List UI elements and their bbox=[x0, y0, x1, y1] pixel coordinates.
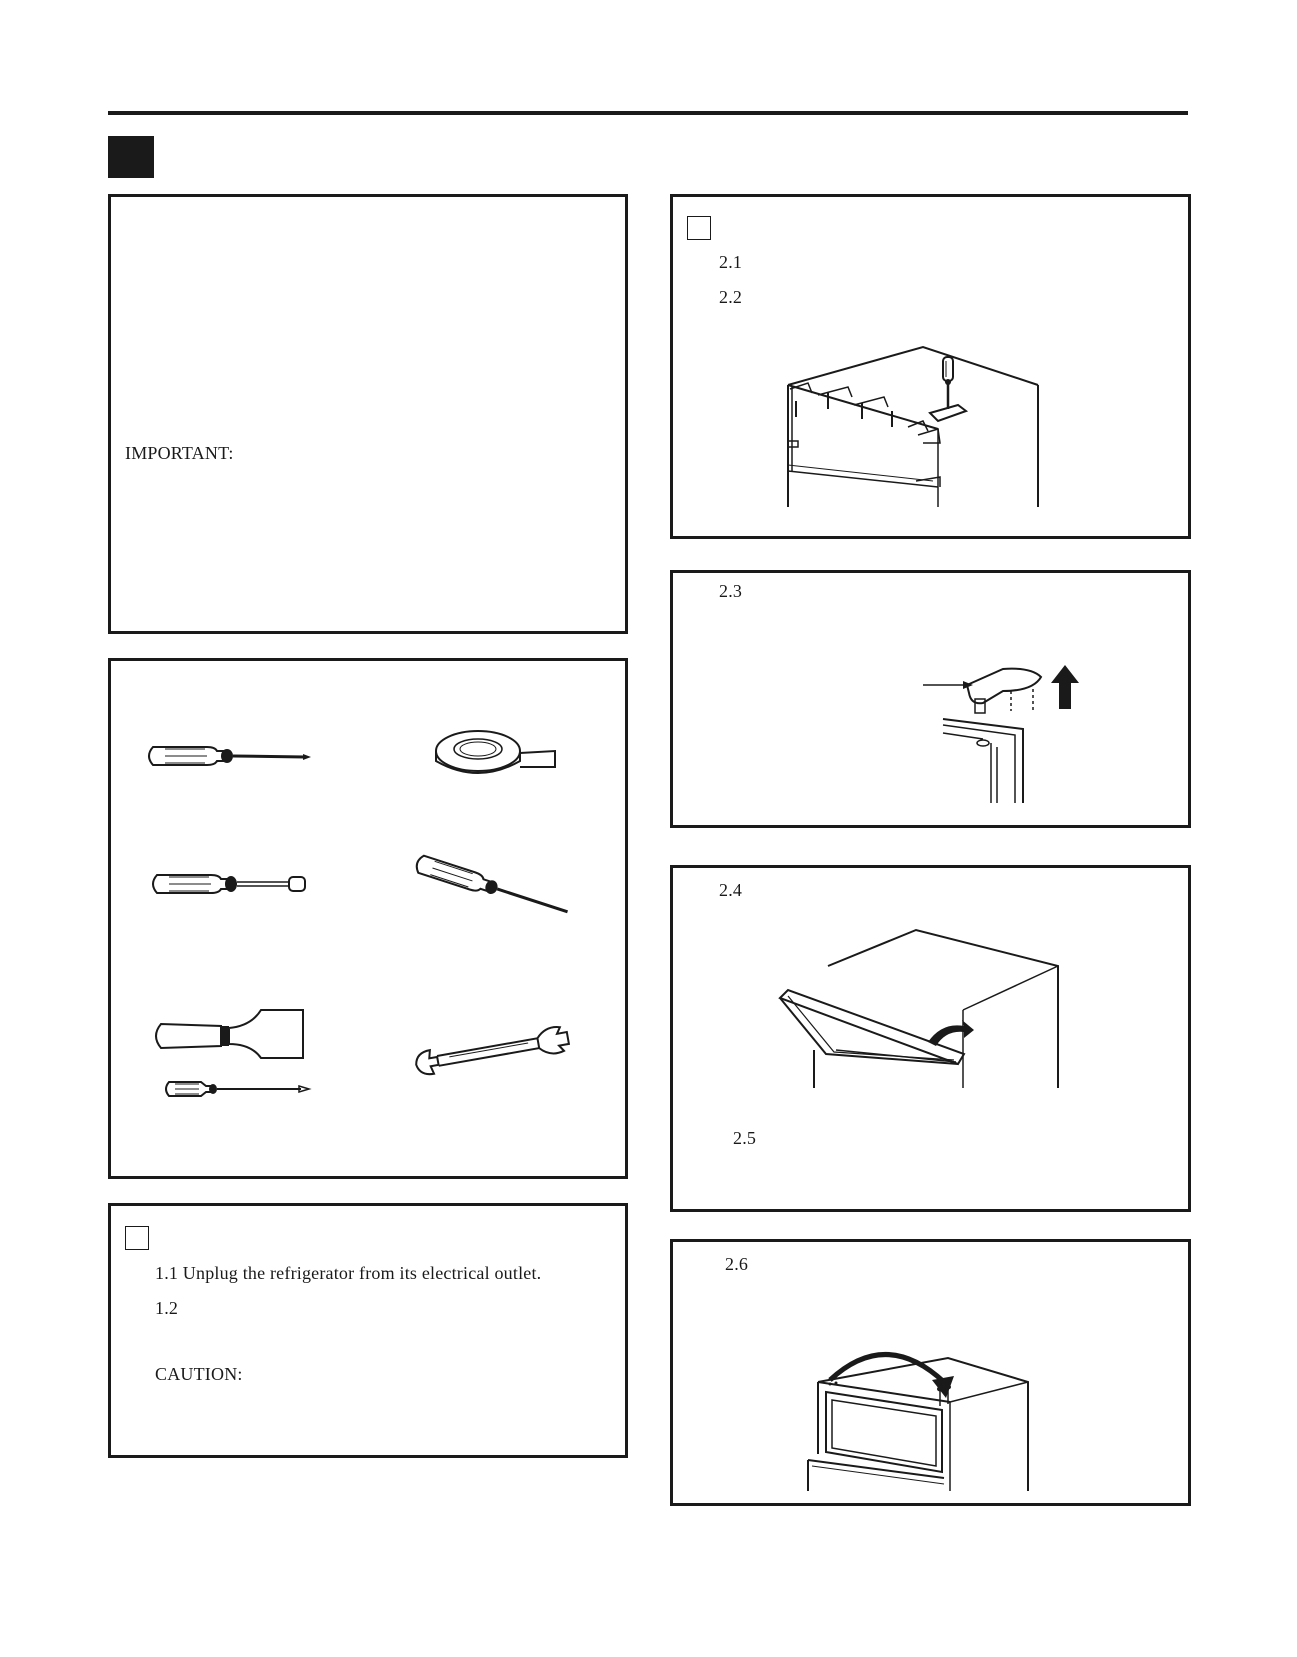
step1-checkbox bbox=[125, 1226, 149, 1250]
important-label: IMPORTANT: bbox=[125, 443, 234, 463]
phillips-screwdriver-icon bbox=[145, 741, 315, 771]
step2-4-box bbox=[670, 865, 1191, 1212]
step1-item-1-2: 1.2 bbox=[155, 1298, 179, 1318]
nut-driver-icon bbox=[149, 869, 314, 899]
step2-6-box bbox=[670, 1239, 1191, 1506]
screw-transfer-illustration bbox=[808, 1326, 1048, 1496]
tools-box bbox=[108, 658, 628, 1179]
step2-item-2-6: 2.6 bbox=[725, 1254, 749, 1274]
putty-knife-and-small-screwdriver-icon bbox=[151, 1006, 321, 1116]
section-marker bbox=[108, 136, 154, 178]
masking-tape-icon bbox=[433, 723, 563, 783]
step2-item-2-4: 2.4 bbox=[719, 880, 743, 900]
step1-box bbox=[108, 1203, 628, 1458]
step2-checkbox bbox=[687, 216, 711, 240]
step2-item-2-2: 2.2 bbox=[719, 287, 743, 307]
header-rule bbox=[108, 111, 1188, 115]
caution-label: CAUTION: bbox=[155, 1364, 243, 1384]
step2-item-2-3: 2.3 bbox=[719, 581, 743, 601]
fridge-top-hinge-screwdriver-illustration bbox=[788, 347, 1048, 517]
step2-item-2-5: 2.5 bbox=[733, 1128, 757, 1148]
step2-item-2-1: 2.1 bbox=[719, 252, 743, 272]
step1-item-1-1: 1.1 Unplug the refrigerator from its electrical outlet. bbox=[155, 1263, 542, 1283]
door-removal-illustration bbox=[778, 930, 1088, 1100]
open-end-wrench-icon bbox=[409, 1021, 579, 1081]
torx-screwdriver-icon bbox=[409, 859, 579, 919]
step2-3-box bbox=[670, 570, 1191, 828]
hinge-removal-illustration bbox=[923, 663, 1083, 813]
intro-box bbox=[108, 194, 628, 634]
step2-box bbox=[670, 194, 1191, 539]
